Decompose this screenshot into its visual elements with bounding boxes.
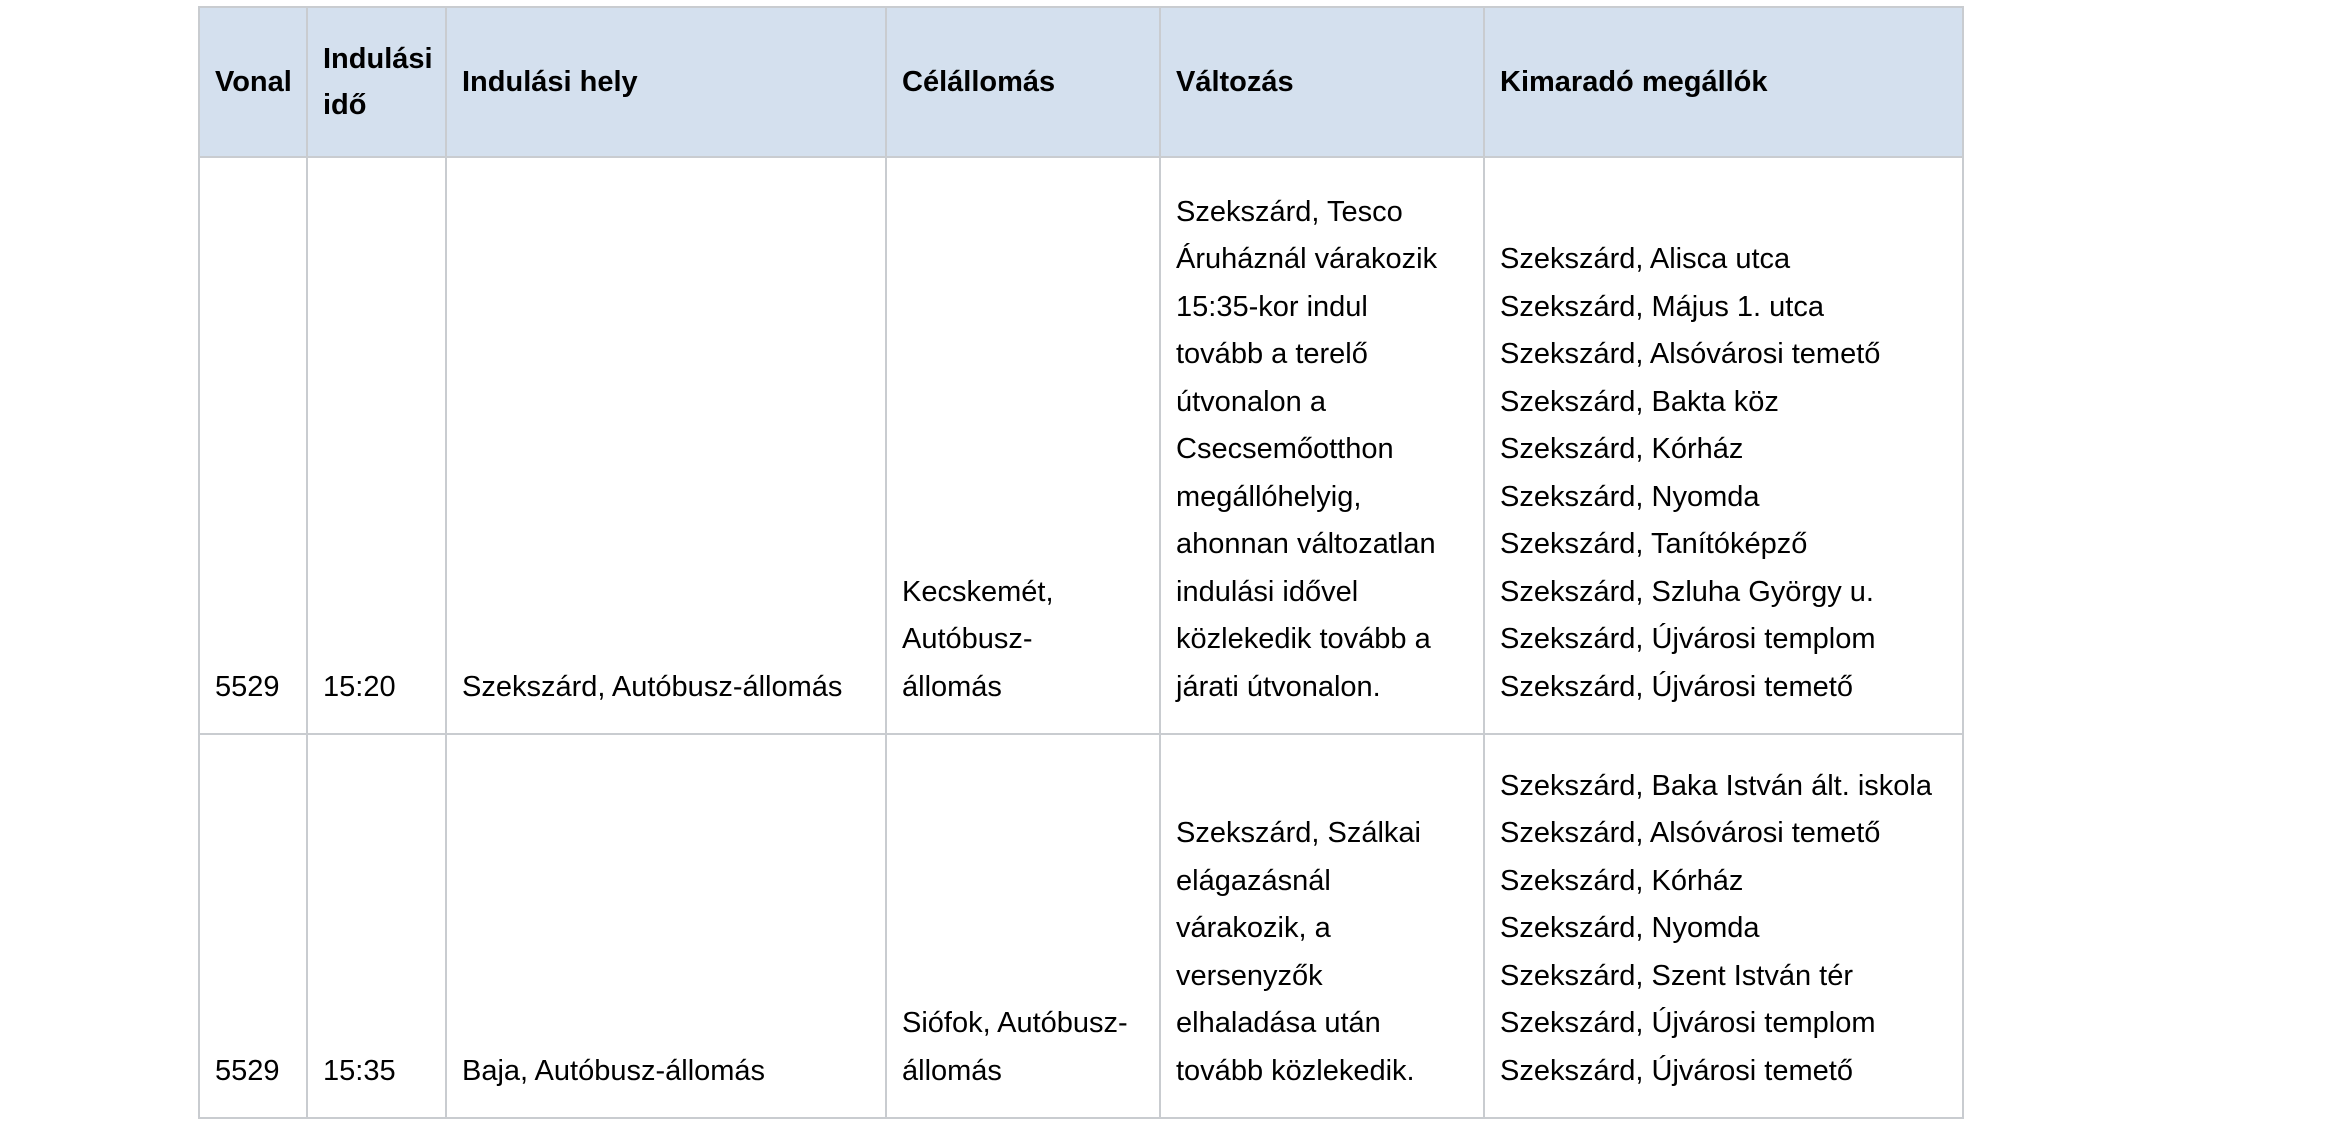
- valtozas-line: Csecsemőotthon: [1176, 433, 1394, 465]
- valtozas-line: Szekszárd, Szálkai: [1176, 817, 1421, 849]
- valtozas-line: útvonalon a: [1176, 385, 1326, 418]
- kimarado-stop: Szekszárd, Újvárosi templom: [1500, 1007, 1876, 1039]
- table-body: [199, 157, 1963, 1118]
- valtozas-line: tovább a terelő: [1176, 338, 1368, 370]
- kimarado-stop: Szekszárd, Szent István tér: [1500, 959, 1853, 992]
- kimarado-stop: Szekszárd, Újvárosi temető: [1500, 670, 1853, 703]
- cell-vonal: 5529: [199, 734, 307, 1118]
- cell-kimarado: [1484, 157, 1963, 734]
- kimarado-stop: Szekszárd, Tanítóképző: [1500, 528, 1808, 560]
- kimarado-stop: Szekszárd, Május 1. utca: [1500, 290, 1824, 323]
- kimarado-stop: Szekszárd, Alisca utca: [1500, 243, 1791, 275]
- valtozas-line: tovább közlekedik.: [1176, 1054, 1415, 1087]
- valtozas-line: elhaladása után: [1176, 1007, 1381, 1039]
- valtozas-line: Áruháznál várakozik: [1176, 243, 1438, 275]
- cell-vonal: 5529: [199, 157, 307, 734]
- kimarado-stop: Szekszárd, Szluha György u.: [1500, 575, 1874, 608]
- cell-valtozas: [1160, 734, 1484, 1118]
- kimarado-stop: Szekszárd, Alsóvárosi temető: [1500, 338, 1881, 370]
- header-celallomas: Célállomás: [886, 7, 1160, 157]
- header-row: [199, 7, 1963, 157]
- celallomas-line: Autóbusz-: [902, 623, 1033, 655]
- valtozas-line: indulási idővel: [1176, 575, 1359, 608]
- valtozas-line: ahonnan változatlan: [1176, 528, 1436, 560]
- cell-indulasi-hely: Szekszárd, Autóbusz-állomás: [446, 157, 886, 734]
- valtozas-line: megállóhelyig,: [1176, 480, 1362, 513]
- header-indulasi-hely: Indulási hely: [446, 7, 886, 157]
- celallomas-line: Siófok, Autóbusz-: [902, 1007, 1128, 1039]
- header-indulasi-ido: Indulási idő: [307, 7, 446, 157]
- celallomas-line: Kecskemét,: [902, 575, 1054, 608]
- table-header: [199, 7, 1963, 157]
- valtozas-line: elágazásnál: [1176, 864, 1331, 897]
- kimarado-stop: Szekszárd, Baka István ált. iskola: [1500, 769, 1932, 802]
- valtozas-line: Szekszárd, Tesco: [1176, 195, 1403, 228]
- kimarado-stop: Szekszárd, Alsóvárosi temető: [1500, 817, 1881, 849]
- cell-valtozas: [1160, 157, 1484, 734]
- cell-indulasi-ido: 15:35: [307, 734, 446, 1118]
- valtozas-line: versenyzők: [1176, 959, 1323, 992]
- header-valtozas: Változás: [1160, 7, 1484, 157]
- valtozas-line: járati útvonalon.: [1176, 670, 1381, 703]
- kimarado-stop: Szekszárd, Újvárosi temető: [1500, 1054, 1853, 1087]
- valtozas-line: várakozik, a: [1176, 912, 1331, 944]
- bus-changes-table: [198, 6, 1964, 1119]
- kimarado-stop: Szekszárd, Kórház: [1500, 864, 1744, 897]
- kimarado-stop: Szekszárd, Újvárosi templom: [1500, 623, 1876, 655]
- cell-indulasi-hely: Baja, Autóbusz-állomás: [446, 734, 886, 1118]
- table-row: [199, 734, 1963, 1118]
- celallomas-line: állomás: [902, 670, 1002, 703]
- valtozas-line: közlekedik tovább a: [1176, 623, 1431, 655]
- valtozas-line: 15:35-kor indul: [1176, 290, 1368, 323]
- cell-celallomas: [886, 734, 1160, 1118]
- kimarado-stop: Szekszárd, Bakta köz: [1500, 385, 1779, 418]
- kimarado-stop: Szekszárd, Kórház: [1500, 433, 1744, 465]
- table-row: [199, 157, 1963, 734]
- header-vonal: Vonal: [199, 7, 307, 157]
- cell-kimarado: [1484, 734, 1963, 1118]
- cell-celallomas: [886, 157, 1160, 734]
- header-kimarado: Kimaradó megállók: [1484, 7, 1963, 157]
- cell-indulasi-ido: 15:20: [307, 157, 446, 734]
- kimarado-stop: Szekszárd, Nyomda: [1500, 480, 1760, 513]
- kimarado-stop: Szekszárd, Nyomda: [1500, 912, 1760, 944]
- celallomas-line: állomás: [902, 1054, 1002, 1087]
